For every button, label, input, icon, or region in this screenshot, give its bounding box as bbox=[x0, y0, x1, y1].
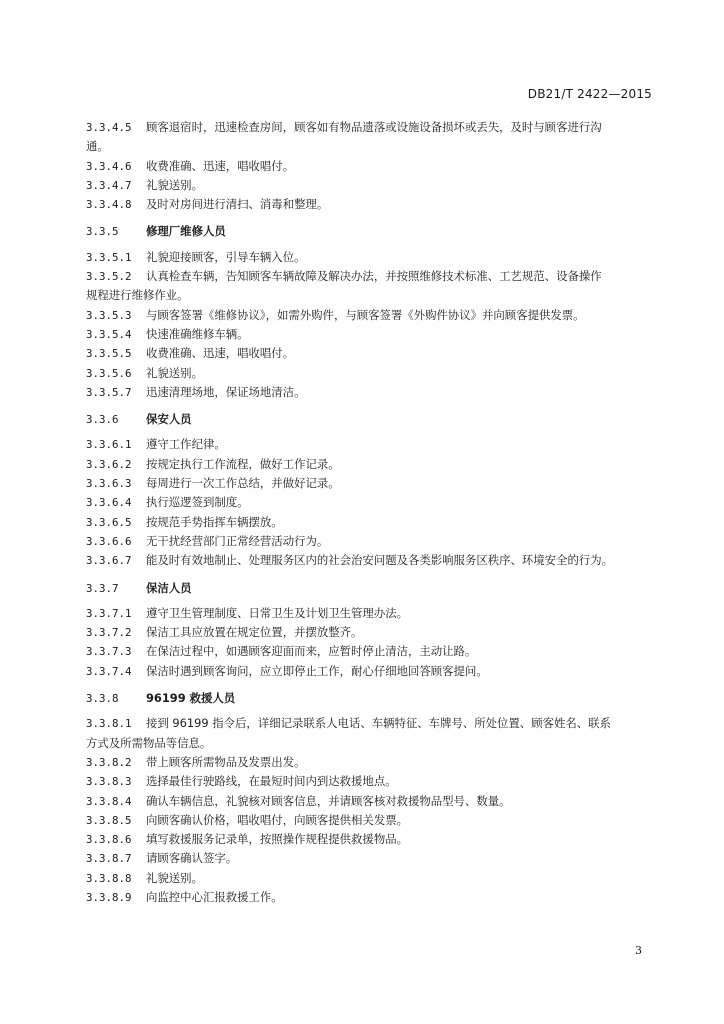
clause-number: 3.3.8 bbox=[86, 692, 119, 706]
clause-item bbox=[86, 772, 658, 791]
clause-item bbox=[86, 157, 658, 176]
clause-text: 执行巡逻签到制度。 bbox=[146, 495, 249, 510]
section-heading bbox=[86, 579, 658, 598]
document-code: DB21/T 2422—2015 bbox=[527, 87, 652, 101]
clause-item bbox=[86, 513, 658, 532]
clause-number: 3.3.4.8 bbox=[86, 198, 132, 212]
clause-text: 填写救援服务记录单，按照操作规程提供救援物品。 bbox=[146, 832, 408, 847]
clause-number: 3.3.5.2 bbox=[86, 270, 132, 284]
clause-text: 按规范手势指挥车辆摆放。 bbox=[146, 514, 283, 529]
clause-item bbox=[86, 532, 658, 551]
clause-number: 3.3.5.4 bbox=[86, 327, 132, 341]
clause-text: 顾客退宿时，迅速检查房间，顾客如有物品遗落或设施设备损坏或丢失，及时与顾客进行沟 bbox=[146, 120, 602, 134]
clause-text: 能及时有效地制止、处理服务区内的社会治安问题及各类影响服务区秩序、环境安全的行为。 bbox=[146, 553, 614, 568]
clause-item bbox=[86, 325, 658, 344]
clause-item bbox=[86, 383, 658, 402]
clause-item bbox=[86, 195, 658, 214]
clause-text: 及时对房间进行清扫、消毒和整理。 bbox=[146, 197, 329, 212]
clause-text: 按规定执行工作流程，做好工作记录。 bbox=[146, 456, 340, 471]
clause-text: 带上顾客所需物品及发票出发。 bbox=[146, 754, 306, 769]
clause-item bbox=[86, 364, 658, 383]
clause-text: 收费准确、迅速，唱收唱付。 bbox=[146, 346, 295, 361]
clause-number: 3.3.6 bbox=[86, 413, 119, 427]
clause-number: 3.3.4.6 bbox=[86, 159, 132, 173]
clause-item bbox=[86, 248, 658, 267]
clause-text: 礼貌迎接顾客，引导车辆入位。 bbox=[146, 249, 306, 264]
clause-item bbox=[86, 474, 658, 493]
clause-item bbox=[86, 604, 658, 623]
clause-number: 3.3.6.4 bbox=[86, 496, 132, 510]
clause-text: 迅速清理场地，保证场地清洁。 bbox=[146, 384, 306, 399]
clause-text: 保洁工具应放置在规定位置，并摆放整齐。 bbox=[146, 625, 363, 640]
clause-number: 3.3.8.7 bbox=[86, 852, 132, 866]
clause-item bbox=[86, 792, 658, 811]
clause-text: 在保洁过程中，如遇顾客迎面而来，应暂时停止清洁，主动让路。 bbox=[146, 644, 477, 659]
clause-continuation: 通。 bbox=[86, 139, 109, 154]
clause-item bbox=[86, 830, 658, 849]
clause-item bbox=[86, 435, 658, 454]
clause-text: 确认车辆信息，礼貌核对顾客信息，并请顾客核对救援物品型号、数量。 bbox=[146, 793, 511, 808]
heading-text: 保洁人员 bbox=[146, 580, 192, 595]
clause-text: 遵守卫生管理制度、日常卫生及计划卫生管理办法。 bbox=[146, 605, 408, 620]
clause-number: 3.3.5 bbox=[86, 225, 119, 239]
clause-number: 3.3.6.6 bbox=[86, 534, 132, 548]
clause-text: 保洁时遇到顾客询问，应立即停止工作，耐心仔细地回答顾客提问。 bbox=[146, 663, 488, 678]
clause-number: 3.3.6.5 bbox=[86, 515, 132, 529]
clause-text: 选择最佳行驶路线，在最短时间内到达救援地点。 bbox=[146, 774, 397, 789]
page-number: 3 bbox=[635, 944, 642, 957]
clause-item bbox=[86, 714, 658, 733]
clause-number: 3.3.7 bbox=[86, 581, 119, 595]
clause-text: 与顾客签署《维修协议》，如需外购件，与顾客签署《外购件协议》并向顾客提供发票。 bbox=[146, 307, 585, 322]
clause-text: 每周进行一次工作总结，并做好记录。 bbox=[146, 476, 340, 491]
document-body bbox=[86, 118, 658, 907]
clause-item bbox=[86, 849, 658, 868]
clause-number: 3.3.8.1 bbox=[86, 717, 132, 731]
section-heading bbox=[86, 410, 658, 429]
clause-item bbox=[86, 493, 658, 512]
clause-text: 无干扰经营部门正常经营活动行为。 bbox=[146, 533, 329, 548]
clause-item bbox=[86, 551, 658, 570]
clause-continuation: 方式及所需物品等信息。 bbox=[86, 735, 212, 750]
clause-text: 向顾客确认价格，唱收唱付，向顾客提供相关发票。 bbox=[146, 812, 408, 827]
clause-number: 3.3.7.1 bbox=[86, 606, 132, 620]
clause-number: 3.3.5.3 bbox=[86, 308, 132, 322]
clause-item bbox=[86, 623, 658, 642]
clause-number: 3.3.5.5 bbox=[86, 347, 132, 361]
clause-number: 3.3.6.7 bbox=[86, 554, 132, 568]
clause-number: 3.3.5.6 bbox=[86, 366, 132, 380]
heading-text: 保安人员 bbox=[146, 412, 192, 427]
clause-text: 礼貌送别。 bbox=[146, 177, 203, 192]
clause-text: 请顾客确认签字。 bbox=[146, 851, 238, 866]
clause-item bbox=[86, 267, 658, 286]
clause-item bbox=[86, 642, 658, 661]
heading-text: 96199 救援人员 bbox=[146, 691, 236, 706]
clause-text: 收费准确、迅速，唱收唱付。 bbox=[146, 158, 295, 173]
clause-text: 认真检查车辆，告知顾客车辆故障及解决办法，并按照维修技术标准、工艺规范、设备操作 bbox=[146, 269, 602, 284]
clause-item bbox=[86, 662, 658, 681]
section-heading bbox=[86, 222, 658, 241]
clause-number: 3.3.5.7 bbox=[86, 385, 132, 399]
clause-text: 礼貌送别。 bbox=[146, 365, 203, 380]
clause-number: 3.3.8.2 bbox=[86, 755, 132, 769]
section-heading bbox=[86, 689, 658, 708]
clause-item bbox=[86, 455, 658, 474]
clause-text: 快速准确维修车辆。 bbox=[146, 326, 249, 341]
clause-number: 3.3.4.5 bbox=[86, 121, 132, 134]
clause-item bbox=[86, 118, 658, 137]
clause-item bbox=[86, 888, 658, 907]
clause-item bbox=[86, 306, 658, 325]
clause-number: 3.3.8.3 bbox=[86, 775, 132, 789]
clause-number: 3.3.6.2 bbox=[86, 457, 132, 471]
clause-item bbox=[86, 176, 658, 195]
clause-number: 3.3.7.2 bbox=[86, 626, 132, 640]
clause-text: 向监控中心汇报救援工作。 bbox=[146, 889, 283, 904]
clause-number: 3.3.4.7 bbox=[86, 178, 132, 192]
clause-number: 3.3.8.4 bbox=[86, 794, 132, 808]
clause-number: 3.3.6.1 bbox=[86, 438, 132, 452]
clause-number: 3.3.8.9 bbox=[86, 890, 132, 904]
heading-text: 修理厂维修人员 bbox=[146, 224, 226, 239]
clause-continuation: 规程进行维修作业。 bbox=[86, 288, 189, 303]
clause-text: 礼貌送别。 bbox=[146, 870, 203, 885]
clause-number: 3.3.7.4 bbox=[86, 664, 132, 678]
clause-text: 接到 96199 指令后，详细记录联系人电话、车辆特征、车牌号、所处位置、顾客姓名、联系 bbox=[146, 716, 611, 731]
clause-item bbox=[86, 753, 658, 772]
clause-number: 3.3.5.1 bbox=[86, 250, 132, 264]
clause-number: 3.3.8.6 bbox=[86, 833, 132, 847]
clause-number: 3.3.7.3 bbox=[86, 645, 132, 659]
clause-item bbox=[86, 344, 658, 363]
clause-text: 遵守工作纪律。 bbox=[146, 437, 226, 452]
clause-number: 3.3.6.3 bbox=[86, 477, 132, 491]
clause-item bbox=[86, 869, 658, 888]
clause-number: 3.3.8.5 bbox=[86, 813, 132, 827]
clause-item bbox=[86, 811, 658, 830]
clause-number: 3.3.8.8 bbox=[86, 871, 132, 885]
